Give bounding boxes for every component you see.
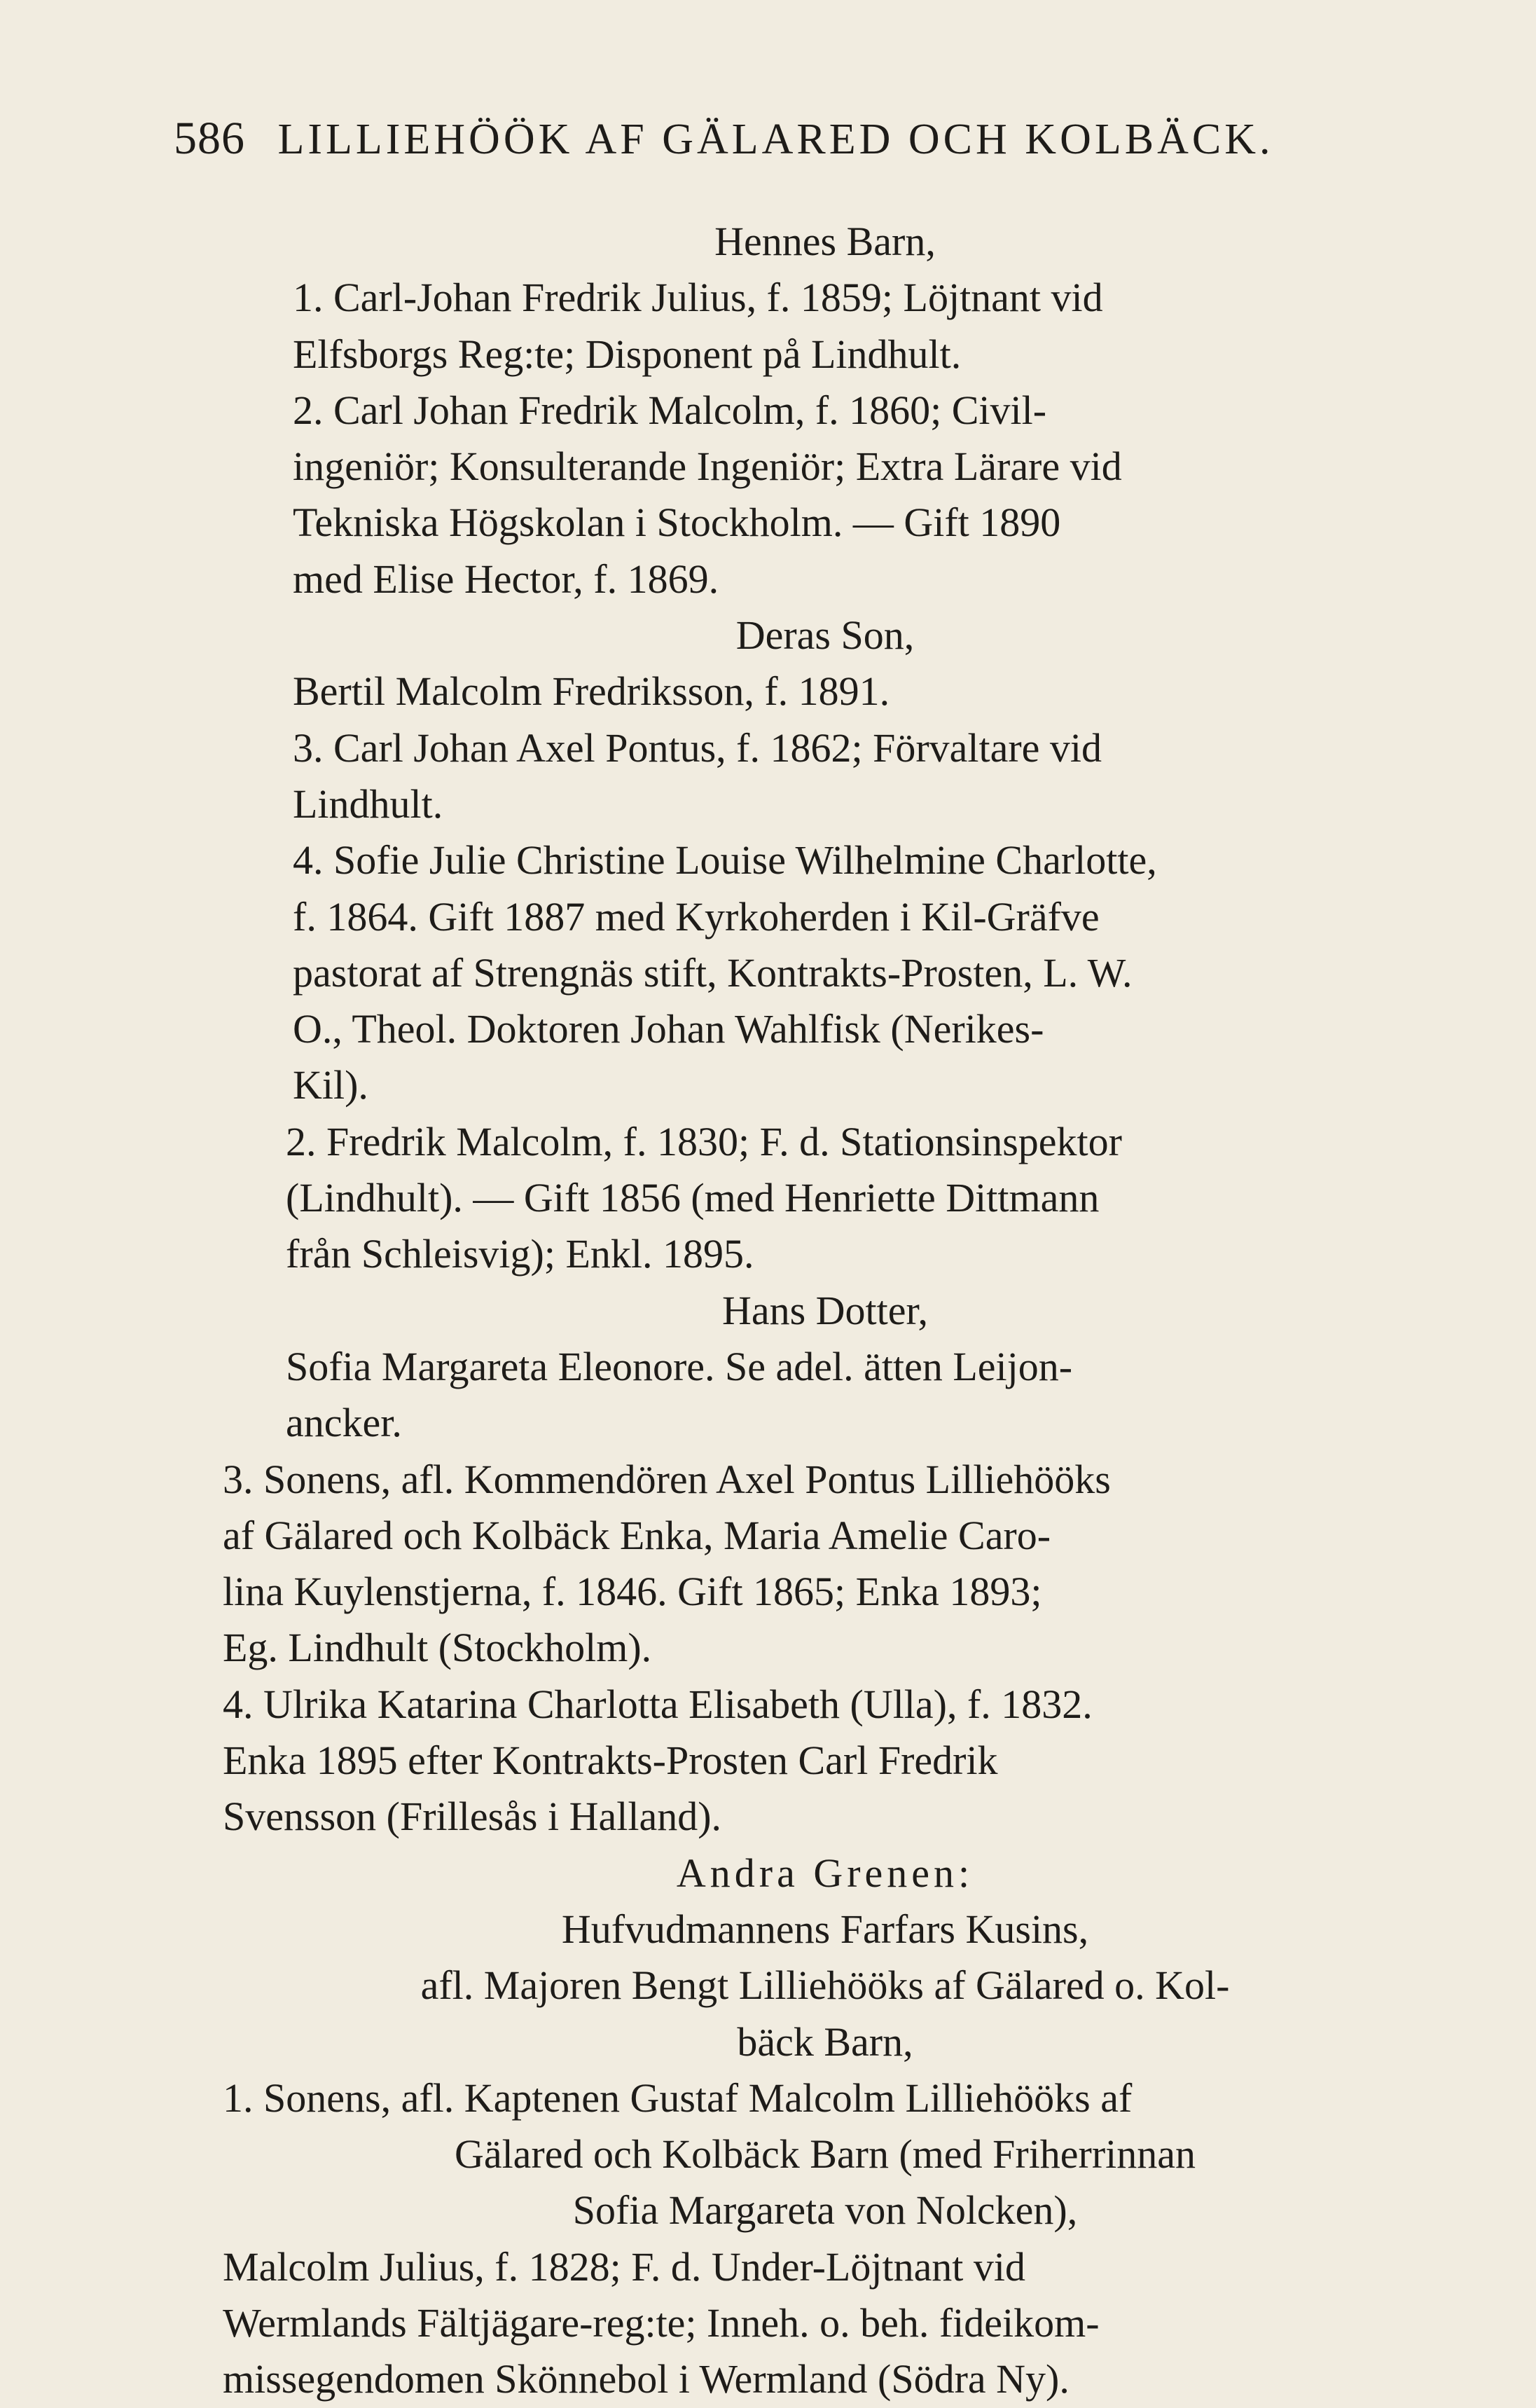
text-line: Sofia Margareta von Nolcken), bbox=[572, 2187, 1078, 2234]
text-line: Tekniska Högskolan i Stockholm. — Gift 1890 bbox=[293, 500, 1061, 546]
text-line: f. 1864. Gift 1887 med Kyrkoherden i Kil-Gräfve bbox=[293, 893, 1100, 940]
text-line: Hufvudmannens Farfars Kusins, bbox=[561, 1906, 1089, 1952]
text-line: 3. Sonens, afl. Kommendören Axel Pontus Lilliehööks bbox=[223, 1456, 1111, 1502]
text-line: Elfsborgs Reg:te; Disponent på Lindhult. bbox=[293, 331, 962, 377]
text-line: Eg. Lindhult (Stockholm). bbox=[223, 1625, 652, 1671]
text-line: Gälared och Kolbäck Barn (med Friherrinnan bbox=[454, 2131, 1196, 2177]
text-line: 4. Ulrika Katarina Charlotta Elisabeth (Ulla), f. 1832. bbox=[223, 1681, 1093, 1727]
text-line: Sofia Margareta Eleonore. Se adel. ätten Leijon- bbox=[286, 1343, 1073, 1389]
text-line: Kil). bbox=[293, 1062, 368, 1108]
text-line: Lindhult. bbox=[293, 780, 443, 827]
text-line: Enka 1895 efter Kontrakts-Prosten Carl Fredrik bbox=[223, 1738, 998, 1784]
text-line: (Lindhult). — Gift 1856 (med Henriette Dittmann bbox=[286, 1175, 1100, 1221]
text-line: 3. Carl Johan Axel Pontus, f. 1862; Förvaltare vid bbox=[293, 724, 1102, 771]
text-line: 2. Carl Johan Fredrik Malcolm, f. 1860; Civil- bbox=[293, 387, 1047, 433]
text-line: 1. Sonens, afl. Kaptenen Gustaf Malcolm Lilliehööks af bbox=[223, 2075, 1133, 2121]
text-line: Hennes Barn, bbox=[714, 219, 936, 264]
section-heading: Andra Grenen: bbox=[676, 1850, 974, 1896]
text-line: O., Theol. Doktoren Johan Wahlfisk (Nerikes- bbox=[293, 1006, 1044, 1052]
text-line: Wermlands Fältjägare-reg:te; Inneh. o. beh. fideikom- bbox=[223, 2299, 1100, 2346]
header-title: LILLIEHÖÖK AF GÄLARED OCH KOLBÄCK. bbox=[277, 116, 1274, 163]
text-line: Deras Son, bbox=[735, 612, 915, 659]
running-header bbox=[174, 112, 1274, 165]
text-line: afl. Majoren Bengt Lilliehööks af Gälared o. Kol- bbox=[420, 1962, 1230, 2009]
text-line: Hans Dotter, bbox=[721, 1287, 929, 1333]
text-line: af Gälared och Kolbäck Enka, Maria Amelie Caro- bbox=[223, 1512, 1051, 1558]
text-line: från Schleisvig); Enkl. 1895. bbox=[286, 1231, 754, 1277]
page-number: 586 bbox=[174, 113, 245, 164]
text-line: 1. Carl-Johan Fredrik Julius, f. 1859; Löjtnant vid bbox=[293, 275, 1103, 321]
body-text bbox=[223, 214, 1427, 2408]
text-line: pastorat af Strengnäs stift, Kontrakts-Prosten, L. W. bbox=[293, 949, 1133, 996]
text-line: missegendomen Skönnebol i Wermland (Södra Ny). bbox=[223, 2356, 1070, 2402]
text-line: 4. Sofie Julie Christine Louise Wilhelmine Charlotte, bbox=[293, 837, 1157, 883]
text-line: Malcolm Julius, f. 1828; F. d. Under-Löjtnant vid bbox=[223, 2243, 1026, 2290]
text-line: med Elise Hector, f. 1869. bbox=[293, 556, 719, 602]
text-line: ancker. bbox=[286, 1400, 402, 1446]
text-line: Svensson (Frillesås i Halland). bbox=[223, 1794, 722, 1840]
text-line: lina Kuylenstjerna, f. 1846. Gift 1865; Enka 1893; bbox=[223, 1569, 1042, 1615]
text-line: Bertil Malcolm Fredriksson, f. 1891. bbox=[293, 668, 890, 715]
text-line: 2. Fredrik Malcolm, f. 1830; F. d. Stationsinspektor bbox=[286, 1118, 1122, 1164]
text-line: bäck Barn, bbox=[737, 2018, 913, 2065]
text-line: ingeniör; Konsulterande Ingeniör; Extra Lärare vid bbox=[293, 443, 1122, 490]
